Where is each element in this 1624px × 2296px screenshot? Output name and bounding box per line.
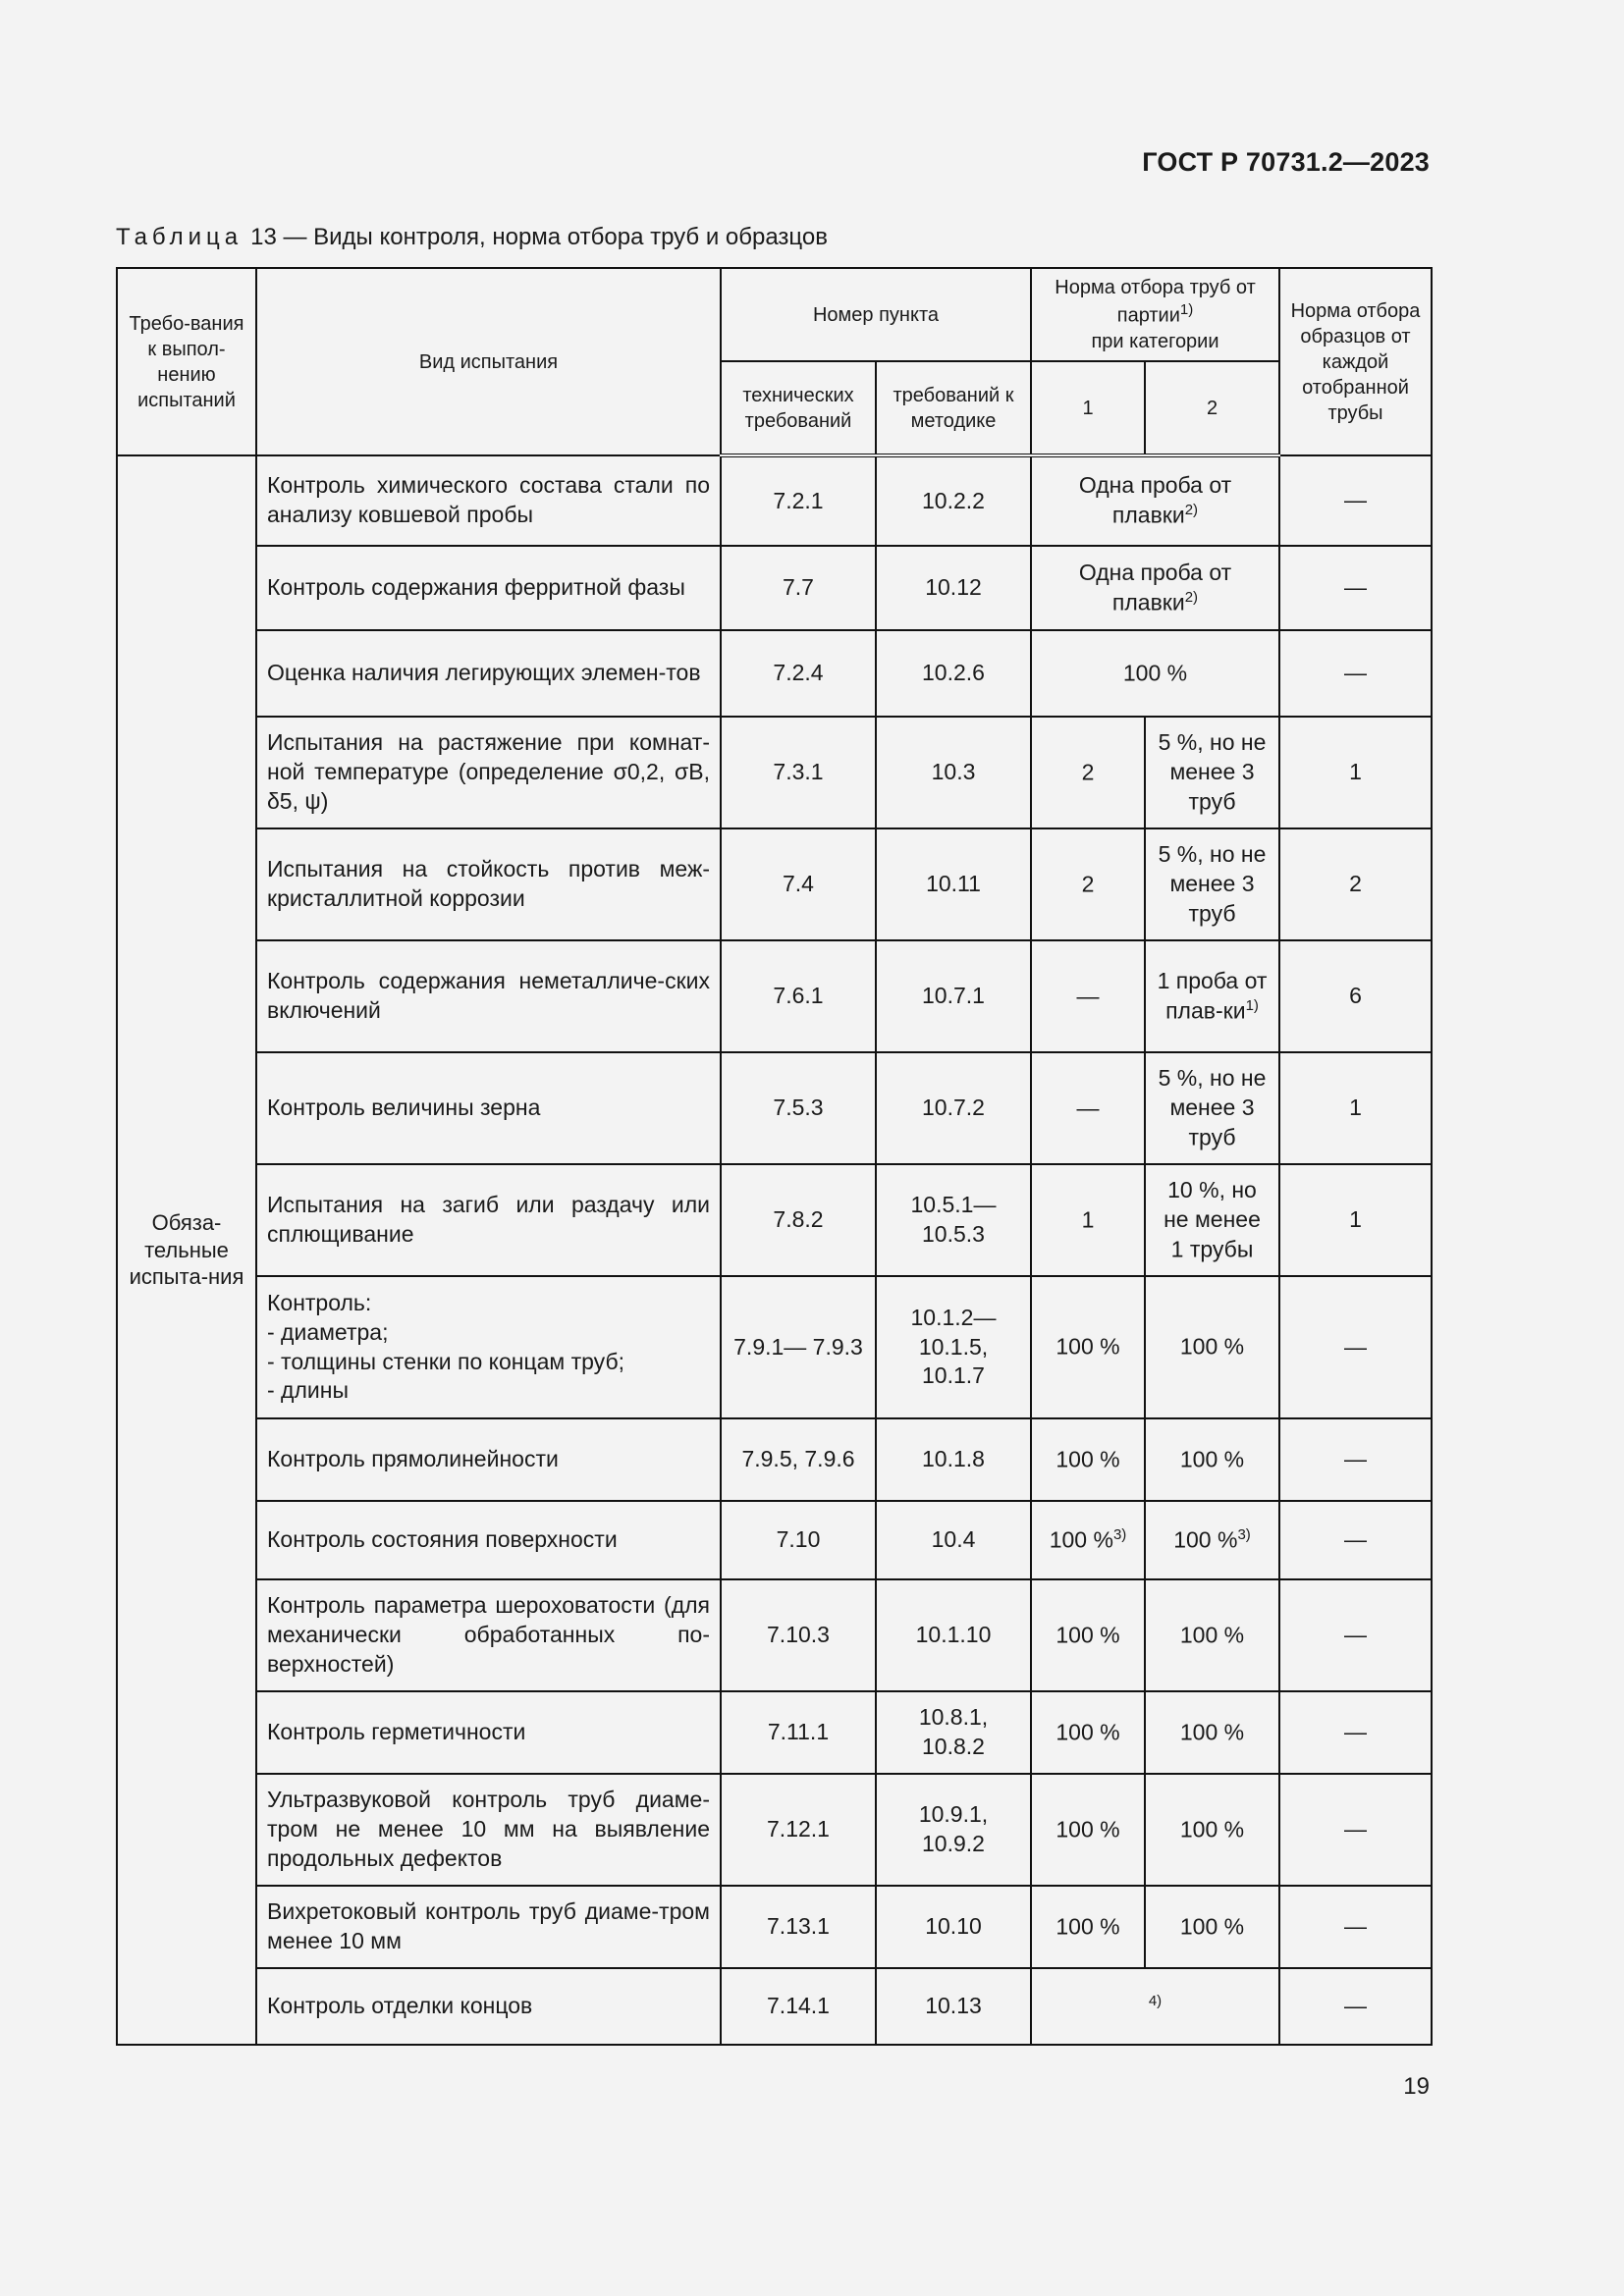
header-test-type: Вид испытания [256, 268, 721, 455]
section-label: Обяза-тельные испыта-ния [117, 455, 256, 2045]
header-category-1: 1 [1031, 361, 1145, 455]
table-row [117, 1276, 1432, 1418]
table-row [117, 1579, 1432, 1691]
table-caption [116, 224, 828, 251]
tech-clause-cell: 7.8.2 [721, 1164, 876, 1276]
specimens-cell: — [1279, 1418, 1432, 1501]
header-method-requirements: требований к методике [876, 361, 1031, 455]
method-clause-cell: 10.2.2 [876, 455, 1031, 546]
category-1-cell [1031, 1691, 1145, 1774]
tech-clause-cell: 7.13.1 [721, 1886, 876, 1968]
specimens-cell: 1 [1279, 717, 1432, 828]
category-2-note: 3) [1237, 1525, 1251, 1543]
category-1-cell [1031, 828, 1145, 940]
specimens-cell: 1 [1279, 1164, 1432, 1276]
sampling-combined-cell [1031, 630, 1279, 717]
specimens-cell: 2 [1279, 828, 1432, 940]
tech-clause-cell: 7.3.1 [721, 717, 876, 828]
category-2-note: 1) [1245, 996, 1259, 1014]
category-1-cell [1031, 940, 1145, 1052]
category-2-cell [1145, 1164, 1279, 1276]
test-table [116, 267, 1433, 2046]
category-2-text: 5 %, но не менее 3 труб [1158, 840, 1267, 927]
specimens-cell: — [1279, 1886, 1432, 1968]
specimens-cell: — [1279, 1579, 1432, 1691]
test-name-cell: Контроль содержания ферритной фазы [256, 546, 721, 630]
table-row [117, 1968, 1432, 2045]
tech-clause-cell: 7.14.1 [721, 1968, 876, 2045]
method-clause-cell: 10.11 [876, 828, 1031, 940]
header-specimens-norm: Норма отбора образцов от каждой отобранной трубы [1279, 268, 1432, 455]
table-row [117, 1164, 1432, 1276]
category-1-text: 2 [1081, 871, 1095, 897]
category-2-text: 100 % [1179, 1622, 1245, 1648]
table-caption-text: 13 — Виды контроля, норма отбора труб и образцов [250, 224, 829, 250]
sampling-combined-note: 2) [1184, 502, 1199, 519]
category-2-text: 100 % [1179, 1719, 1245, 1745]
category-2-text: 100 % [1179, 1333, 1245, 1360]
category-2-cell [1145, 1579, 1279, 1691]
test-name-cell: Контроль: - диаметра; - толщины стенки по концам труб; - длины [256, 1276, 721, 1418]
category-2-text: 100 % [1179, 1913, 1245, 1940]
table-row [117, 717, 1432, 828]
tech-clause-cell: 7.7 [721, 546, 876, 630]
category-2-cell [1145, 1418, 1279, 1501]
test-name-cell: Контроль прямолинейности [256, 1418, 721, 1501]
tech-clause-cell: 7.9.1— 7.9.3 [721, 1276, 876, 1418]
category-1-text: 100 % [1056, 1719, 1120, 1745]
category-1-text: — [1076, 1095, 1100, 1121]
sampling-combined-text: 100 % [1122, 660, 1188, 686]
test-name-cell: Контроль состояния поверхности [256, 1501, 721, 1579]
table-row [117, 630, 1432, 717]
category-1-text: 100 % [1049, 1526, 1113, 1553]
sampling-combined-cell [1031, 1968, 1279, 2045]
table-row [117, 1886, 1432, 1968]
table-row [117, 1501, 1432, 1579]
document-code: ГОСТ Р 70731.2—2023 [1142, 147, 1430, 177]
category-1-text: — [1076, 983, 1100, 1009]
category-1-note: 3) [1112, 1525, 1127, 1543]
category-1-text: 2 [1081, 759, 1095, 785]
test-name-cell: Контроль содержания неметалличе-ских включений [256, 940, 721, 1052]
test-name-cell: Испытания на растяжение при комнат-ной температуре (определение σ0,2, σB, δ5, ψ) [256, 717, 721, 828]
header-clause-number: Номер пункта [721, 268, 1031, 361]
method-clause-cell: 10.4 [876, 1501, 1031, 1579]
header-tech-requirements: технических требований [721, 361, 876, 455]
category-1-cell [1031, 1418, 1145, 1501]
category-2-cell [1145, 828, 1279, 940]
test-name-cell: Контроль параметра шероховатости (для механически обработанных по-верхностей) [256, 1579, 721, 1691]
table-row [117, 940, 1432, 1052]
category-1-text: 100 % [1056, 1816, 1120, 1842]
category-2-cell [1145, 940, 1279, 1052]
test-name-cell: Контроль величины зерна [256, 1052, 721, 1164]
tech-clause-cell: 7.6.1 [721, 940, 876, 1052]
category-2-cell [1145, 1886, 1279, 1968]
test-name-cell: Испытания на стойкость против меж-кристаллитной коррозии [256, 828, 721, 940]
test-name-cell: Оценка наличия легирующих элемен-тов [256, 630, 721, 717]
category-2-cell [1145, 1276, 1279, 1418]
specimens-cell: — [1279, 455, 1432, 546]
category-2-text: 5 %, но не менее 3 труб [1158, 728, 1267, 815]
method-clause-cell: 10.7.2 [876, 1052, 1031, 1164]
category-1-text: 1 [1081, 1206, 1095, 1233]
table-body [117, 455, 1432, 2045]
test-name-cell: Контроль отделки концов [256, 1968, 721, 2045]
specimens-cell: — [1279, 1276, 1432, 1418]
table-row [117, 546, 1432, 630]
tech-clause-cell: 7.11.1 [721, 1691, 876, 1774]
test-name-cell: Испытания на загиб или раздачу или сплющивание [256, 1164, 721, 1276]
category-2-cell [1145, 1774, 1279, 1886]
category-2-cell [1145, 1691, 1279, 1774]
method-clause-cell: 10.1.8 [876, 1418, 1031, 1501]
specimens-cell: 6 [1279, 940, 1432, 1052]
sampling-combined-cell [1031, 546, 1279, 630]
specimens-cell: 1 [1279, 1052, 1432, 1164]
table-row [117, 1052, 1432, 1164]
method-clause-cell: 10.10 [876, 1886, 1031, 1968]
category-2-text: 100 % [1173, 1526, 1238, 1553]
test-name-cell: Ультразвуковой контроль труб диаме-тром не менее 10 мм на выявление продольных дефектов [256, 1774, 721, 1886]
method-clause-cell: 10.13 [876, 1968, 1031, 2045]
method-clause-cell: 10.12 [876, 546, 1031, 630]
header-sampling-norm-note: 1) [1179, 301, 1194, 319]
sampling-combined-text: Одна проба от плавки [1078, 559, 1232, 615]
category-2-cell [1145, 717, 1279, 828]
category-1-text: 100 % [1056, 1446, 1120, 1472]
tech-clause-cell: 7.9.5, 7.9.6 [721, 1418, 876, 1501]
category-1-cell [1031, 1774, 1145, 1886]
table-row [117, 828, 1432, 940]
header-sampling-norm-suffix: при категории [1091, 330, 1219, 352]
header-sampling-norm [1031, 268, 1279, 361]
test-name-cell: Контроль химического состава стали по анализу ковшевой пробы [256, 455, 721, 546]
category-1-cell [1031, 717, 1145, 828]
specimens-cell: — [1279, 630, 1432, 717]
tech-clause-cell: 7.2.4 [721, 630, 876, 717]
method-clause-cell: 10.9.1, 10.9.2 [876, 1774, 1031, 1886]
specimens-cell: — [1279, 1691, 1432, 1774]
method-clause-cell: 10.1.2— 10.1.5, 10.1.7 [876, 1276, 1031, 1418]
tech-clause-cell: 7.10 [721, 1501, 876, 1579]
specimens-cell: — [1279, 1501, 1432, 1579]
test-name-cell: Вихретоковый контроль труб диаме-тром менее 10 мм [256, 1886, 721, 1968]
tech-clause-cell: 7.10.3 [721, 1579, 876, 1691]
table-row [117, 1418, 1432, 1501]
method-clause-cell: 10.5.1— 10.5.3 [876, 1164, 1031, 1276]
category-2-cell [1145, 1052, 1279, 1164]
header-requirements: Требо-вания к выпол-нению испытаний [117, 268, 256, 455]
page-number: 19 [1403, 2073, 1430, 2100]
tech-clause-cell: 7.5.3 [721, 1052, 876, 1164]
category-1-text: 100 % [1056, 1333, 1120, 1360]
tech-clause-cell: 7.2.1 [721, 455, 876, 546]
specimens-cell: — [1279, 1968, 1432, 2045]
header-sampling-norm-text: Норма отбора труб от партии [1055, 277, 1256, 327]
tech-clause-cell: 7.12.1 [721, 1774, 876, 1886]
category-1-cell [1031, 1501, 1145, 1579]
sampling-combined-text: Одна проба от плавки [1078, 472, 1232, 528]
category-2-text: 1 проба от плав-ки [1157, 967, 1268, 1024]
category-2-text: 100 % [1179, 1446, 1245, 1472]
method-clause-cell: 10.8.1, 10.8.2 [876, 1691, 1031, 1774]
category-1-cell [1031, 1276, 1145, 1418]
table-row [117, 1774, 1432, 1886]
sampling-combined-note: 4) [1148, 1992, 1163, 2009]
category-1-text: 100 % [1056, 1913, 1120, 1940]
category-2-text: 100 % [1179, 1816, 1245, 1842]
category-1-cell [1031, 1164, 1145, 1276]
specimens-cell: — [1279, 546, 1432, 630]
category-1-cell [1031, 1579, 1145, 1691]
sampling-combined-note: 2) [1184, 588, 1199, 606]
category-1-cell [1031, 1886, 1145, 1968]
test-name-cell: Контроль герметичности [256, 1691, 721, 1774]
method-clause-cell: 10.2.6 [876, 630, 1031, 717]
sampling-combined-cell [1031, 455, 1279, 546]
category-2-text: 5 %, но не менее 3 труб [1158, 1064, 1267, 1150]
category-2-cell [1145, 1501, 1279, 1579]
tech-clause-cell: 7.4 [721, 828, 876, 940]
table-row [117, 1691, 1432, 1774]
category-2-text: 10 %, но не менее 1 трубы [1164, 1176, 1261, 1262]
category-1-text: 100 % [1056, 1622, 1120, 1648]
header-category-2: 2 [1145, 361, 1279, 455]
method-clause-cell: 10.3 [876, 717, 1031, 828]
table-row [117, 455, 1432, 546]
method-clause-cell: 10.7.1 [876, 940, 1031, 1052]
specimens-cell: — [1279, 1774, 1432, 1886]
category-1-cell [1031, 1052, 1145, 1164]
table-caption-label: Таблица [116, 224, 244, 250]
method-clause-cell: 10.1.10 [876, 1579, 1031, 1691]
